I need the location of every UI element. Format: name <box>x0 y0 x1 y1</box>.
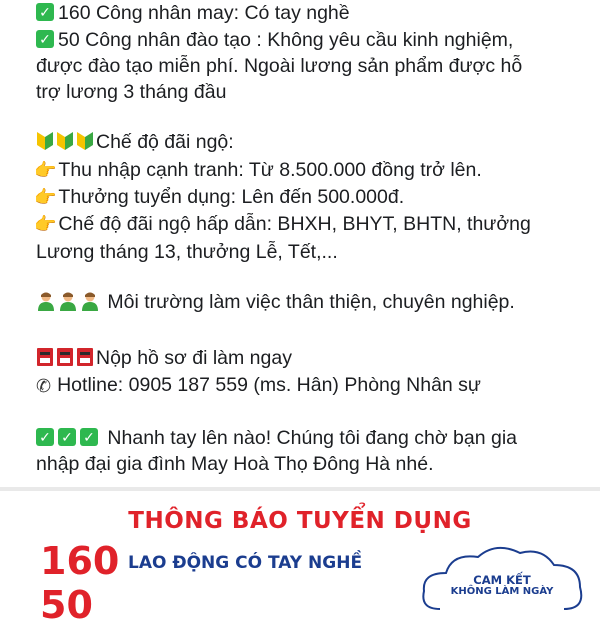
postbox-icon <box>36 347 54 367</box>
apply-line: Nộp hồ sơ đi làm ngay <box>36 346 292 371</box>
check-box-icon: ✓ <box>36 30 54 48</box>
pointing-hand-icon: 👉 <box>34 186 57 207</box>
beginner-symbol-icon <box>36 131 54 151</box>
benefit-1: 👉 Thu nhập cạnh tranh: Từ 8.500.000 đồng trở lên. <box>34 159 482 181</box>
hotline-text[interactable]: Hotline: 0905 187 559 (ms. Hân) Phòng Nhân sự <box>57 374 481 396</box>
cta-line-2: nhập đại gia đình May Hoà Thọ Đông Hà nhé. <box>36 453 434 475</box>
commit-subtitle: KHÔNG LÀM NGÀY <box>450 586 554 597</box>
pointing-hand-icon: 👉 <box>34 159 57 180</box>
commit-title: CAM KẾT <box>473 573 531 587</box>
count-skilled: 160 <box>40 539 120 583</box>
people-icon <box>80 291 100 311</box>
pointing-hand-icon: 👉 <box>34 213 57 234</box>
people-icon <box>58 291 78 311</box>
benefit-3: 👉 Chế độ đãi ngộ hấp dẫn: BHXH, BHYT, BHTN, thưởng <box>34 213 531 235</box>
postbox-icon <box>76 347 94 367</box>
check-box-icon: ✓ <box>58 428 76 446</box>
labor-label: LAO ĐỘNG CÓ TAY NGHỀ <box>128 553 363 573</box>
recruitment-banner-image[interactable] <box>0 491 600 627</box>
cta-line-1: ✓ ✓ ✓ Nhanh tay lên nào! Chúng tôi đang chờ bạn gia <box>36 426 517 451</box>
postbox-icon <box>56 347 74 367</box>
banner-title: THÔNG BÁO TUYỂN DỤNG <box>128 508 472 534</box>
post-line-2: ✓ 50 Công nhân đào tạo : Không yêu cầu kinh nghiệm, <box>36 28 513 53</box>
check-box-icon: ✓ <box>36 428 54 446</box>
beginner-symbol-icon <box>56 131 74 151</box>
beginner-symbol-icon <box>76 131 94 151</box>
benefit-2: 👉 Thưởng tuyển dụng: Lên đến 500.000đ. <box>34 186 405 208</box>
check-box-icon: ✓ <box>80 428 98 446</box>
hotline-line <box>36 373 481 398</box>
benefit-3-continued: Lương tháng 13, thưởng Lễ, Tết,... <box>36 241 338 263</box>
check-box-icon: ✓ <box>36 3 54 21</box>
benefits-heading: Chế độ đãi ngộ: <box>36 130 234 155</box>
post-line-4: trợ lương 3 tháng đầu <box>36 81 227 103</box>
count-trainee: 50 <box>40 583 93 627</box>
environment-line: Môi trường làm việc thân thiện, chuyên nghiệp. <box>36 290 515 315</box>
post-line-3: được đào tạo miễn phí. Ngoài lương sản phẩm được hỗ <box>36 55 523 77</box>
telephone-icon: ✆ <box>36 375 52 396</box>
people-icon <box>36 291 56 311</box>
post-line-1: ✓ 160 Công nhân may: Có tay nghề <box>36 1 350 26</box>
